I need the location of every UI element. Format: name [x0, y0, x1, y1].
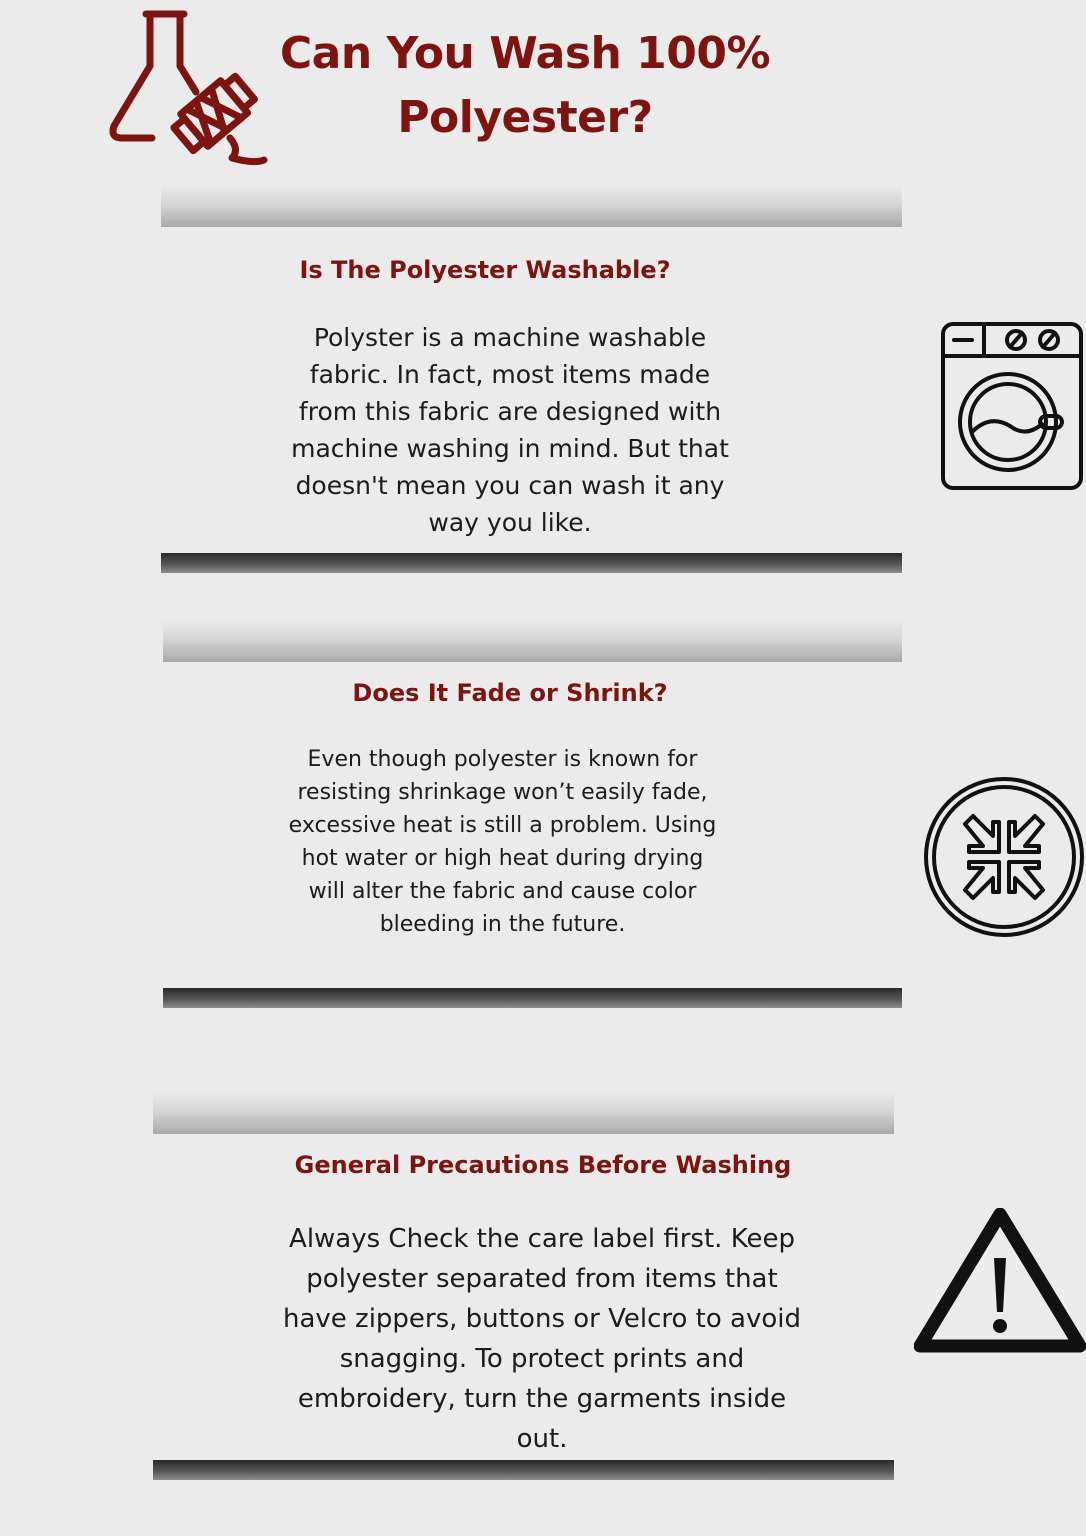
section-3-heading: General Precautions Before Washing: [294, 1151, 792, 1179]
page-title-line2: Polyester?: [397, 92, 653, 143]
section-1-line: machine washing in mind. But that: [291, 434, 729, 463]
section-3-line: embroidery, turn the garments inside: [297, 1384, 787, 1414]
section-1-line: way you like.: [428, 508, 592, 537]
section-3-line: out.: [516, 1424, 568, 1454]
section-3-bottom-band: [153, 1460, 894, 1480]
section-3-line: Always Check the care label first. Keep: [289, 1224, 795, 1254]
section-2-bottom-band: [163, 988, 902, 1008]
section-1-line: from this fabric are designed with: [298, 397, 722, 426]
section-2-line: excessive heat is still a problem. Using: [288, 813, 717, 838]
page-title-line1: Can You Wash 100%: [279, 28, 771, 79]
section-2-line: resisting shrinkage won’t easily fade,: [297, 780, 708, 805]
washing-machine-icon: [940, 320, 1086, 492]
section-1-top-band: [161, 185, 902, 227]
section-3-line: have zippers, buttons or Velcro to avoid: [282, 1304, 802, 1334]
section-2-top-band: [163, 620, 902, 662]
section-1-bottom-band: [161, 553, 902, 573]
flask-thread-icon: [104, 8, 270, 168]
section-3-line: polyester separated from items that: [306, 1264, 778, 1294]
section-3-body: [242, 1219, 842, 1459]
warning-triangle-icon: [914, 1208, 1086, 1356]
section-2-line: will alter the fabric and cause color: [308, 879, 697, 904]
section-1-line: Polyster is a machine washable: [313, 323, 707, 352]
section-2-line: hot water or high heat during drying: [301, 846, 704, 871]
section-2-body: [250, 743, 755, 941]
section-1-line: doesn't mean you can wash it any: [295, 471, 725, 500]
page-title: [250, 22, 800, 150]
section-2-line: bleeding in the future.: [379, 912, 626, 937]
section-3-line: snagging. To protect prints and: [339, 1344, 745, 1374]
section-1-heading: Is The Polyester Washable?: [299, 256, 671, 284]
section-3-top-band: [153, 1092, 894, 1134]
section-1-line: fabric. In fact, most items made: [309, 360, 711, 389]
section-1-body: [250, 319, 770, 541]
shrink-arrows-icon: [923, 776, 1085, 938]
section-2-heading: Does It Fade or Shrink?: [352, 679, 668, 707]
section-2-line: Even though polyester is known for: [307, 747, 698, 772]
